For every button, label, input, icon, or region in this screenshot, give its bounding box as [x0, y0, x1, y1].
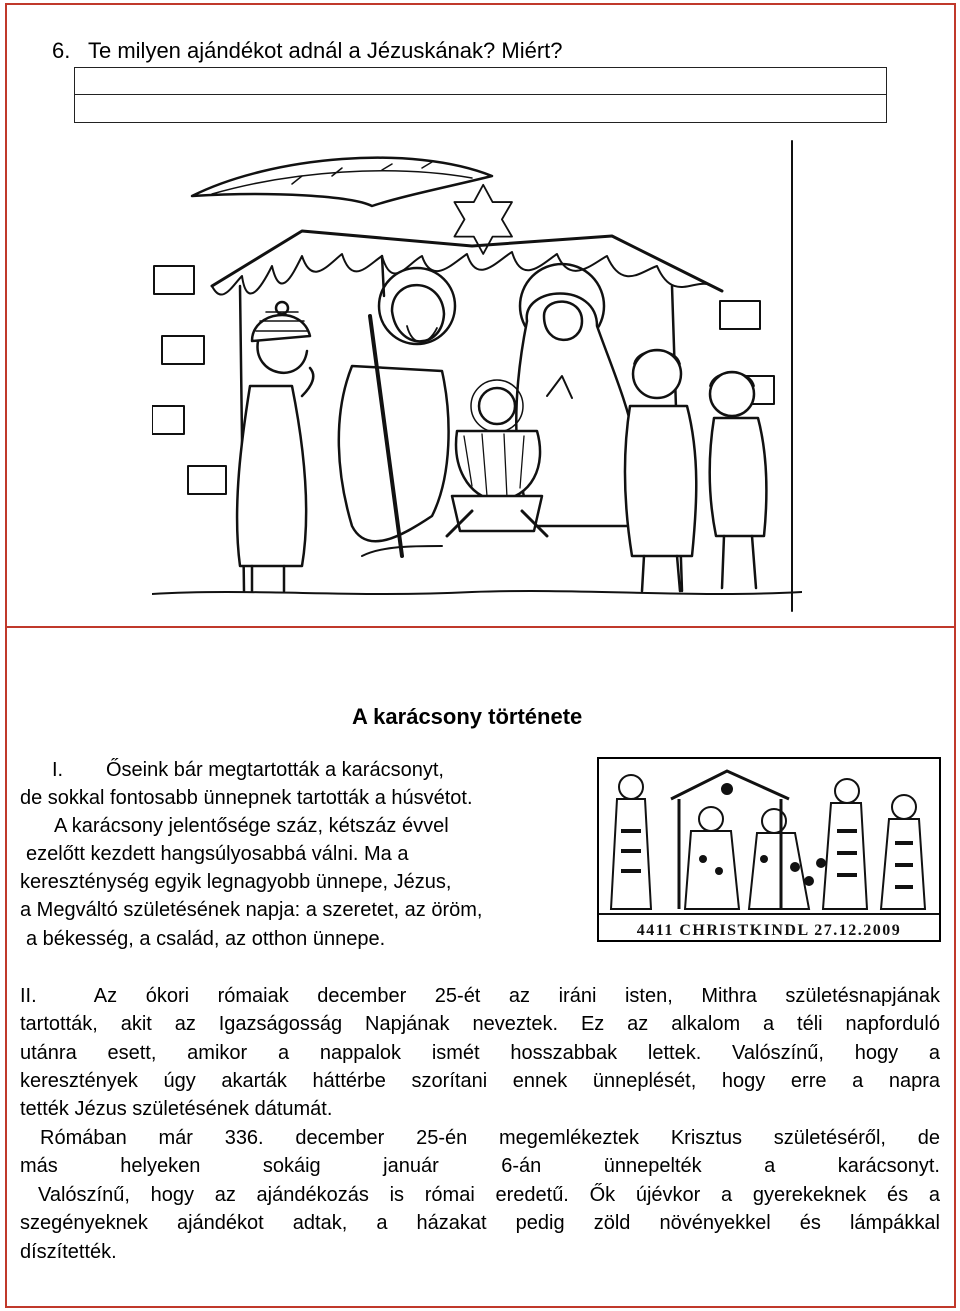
- stamp-artwork: [599, 759, 939, 940]
- section2-paragraph-2: [20, 1124, 940, 1181]
- nativity-coloring-illustration: [152, 136, 802, 616]
- question-6: [52, 38, 563, 64]
- answer-line-2[interactable]: [74, 95, 887, 123]
- section2-line: utánra esett, amikor a nappalok ismét hosszabbak lettek. Valószínű, hogy a: [20, 1041, 940, 1064]
- section2-line: II. Az ókori rómaiak december 25-ét az iráni isten, Mithra születésnapjának: [20, 985, 940, 1007]
- section2-line: keresztények úgy akarták háttérbe szorítani ennek ünneplését, hogy erre a napra: [20, 1069, 940, 1092]
- section2-line: tették Jézus születésének dátumát.: [20, 1098, 333, 1121]
- section1-line-6: a Megváltó születésének napja: a szeretet, az öröm,: [20, 899, 483, 921]
- christmas-stamp-image: [597, 757, 941, 942]
- section2-line: Rómában már 336. december 25-én megemlékeztek Krisztus születéséről, de: [40, 1127, 940, 1149]
- section1-line-4: ezelőtt kezdett hangsúlyosabbá válni. Ma a: [26, 843, 409, 865]
- section2-paragraph-3: [20, 1181, 940, 1266]
- answer-line-1[interactable]: [74, 67, 887, 95]
- section1-numeral: I.: [52, 759, 64, 781]
- section1-line-1: I. Őseink bár megtartották a karácsonyt,: [52, 759, 444, 781]
- section2-numeral: II.: [20, 985, 37, 1007]
- stamp-caption: 4411 CHRISTKINDL 27.12.2009: [636, 922, 902, 939]
- section2-line: szegényeknek ajándékot adtak, a házakat pedig zöld növényekkel és lámpákkal: [20, 1212, 940, 1235]
- section2-line: Valószínű, hogy az ajándékozás is római eredetű. Ők újévkor a gyerekeknek és a: [38, 1184, 940, 1206]
- question-text: Te milyen ajándékot adnál a Jézuskának? Miért?: [88, 38, 563, 63]
- section2-paragraph-1: [20, 982, 940, 1123]
- section1-line-3: A karácsony jelentősége száz, kétszáz évvel: [54, 815, 449, 837]
- section1-line-7: a békesség, a család, az otthon ünnepe.: [26, 928, 386, 950]
- section1-line-5: kereszténység egyik legnagyobb ünnepe, Jézus,: [20, 871, 452, 893]
- section1-line-2: de sokkal fontosabb ünnepnek tartották a húsvétot.: [20, 787, 473, 809]
- section2-line: díszítették.: [20, 1240, 117, 1263]
- section2-line: más helyeken sokáig január 6-án ünnepelték a karácsonyt.: [20, 1155, 940, 1178]
- question-number: 6.: [52, 38, 71, 63]
- article-title: A karácsony története: [352, 704, 583, 729]
- section2-line: tartották, akit az Igazságosság Napjának neveztek. Ez az alkalom a téli napforduló: [20, 1013, 940, 1036]
